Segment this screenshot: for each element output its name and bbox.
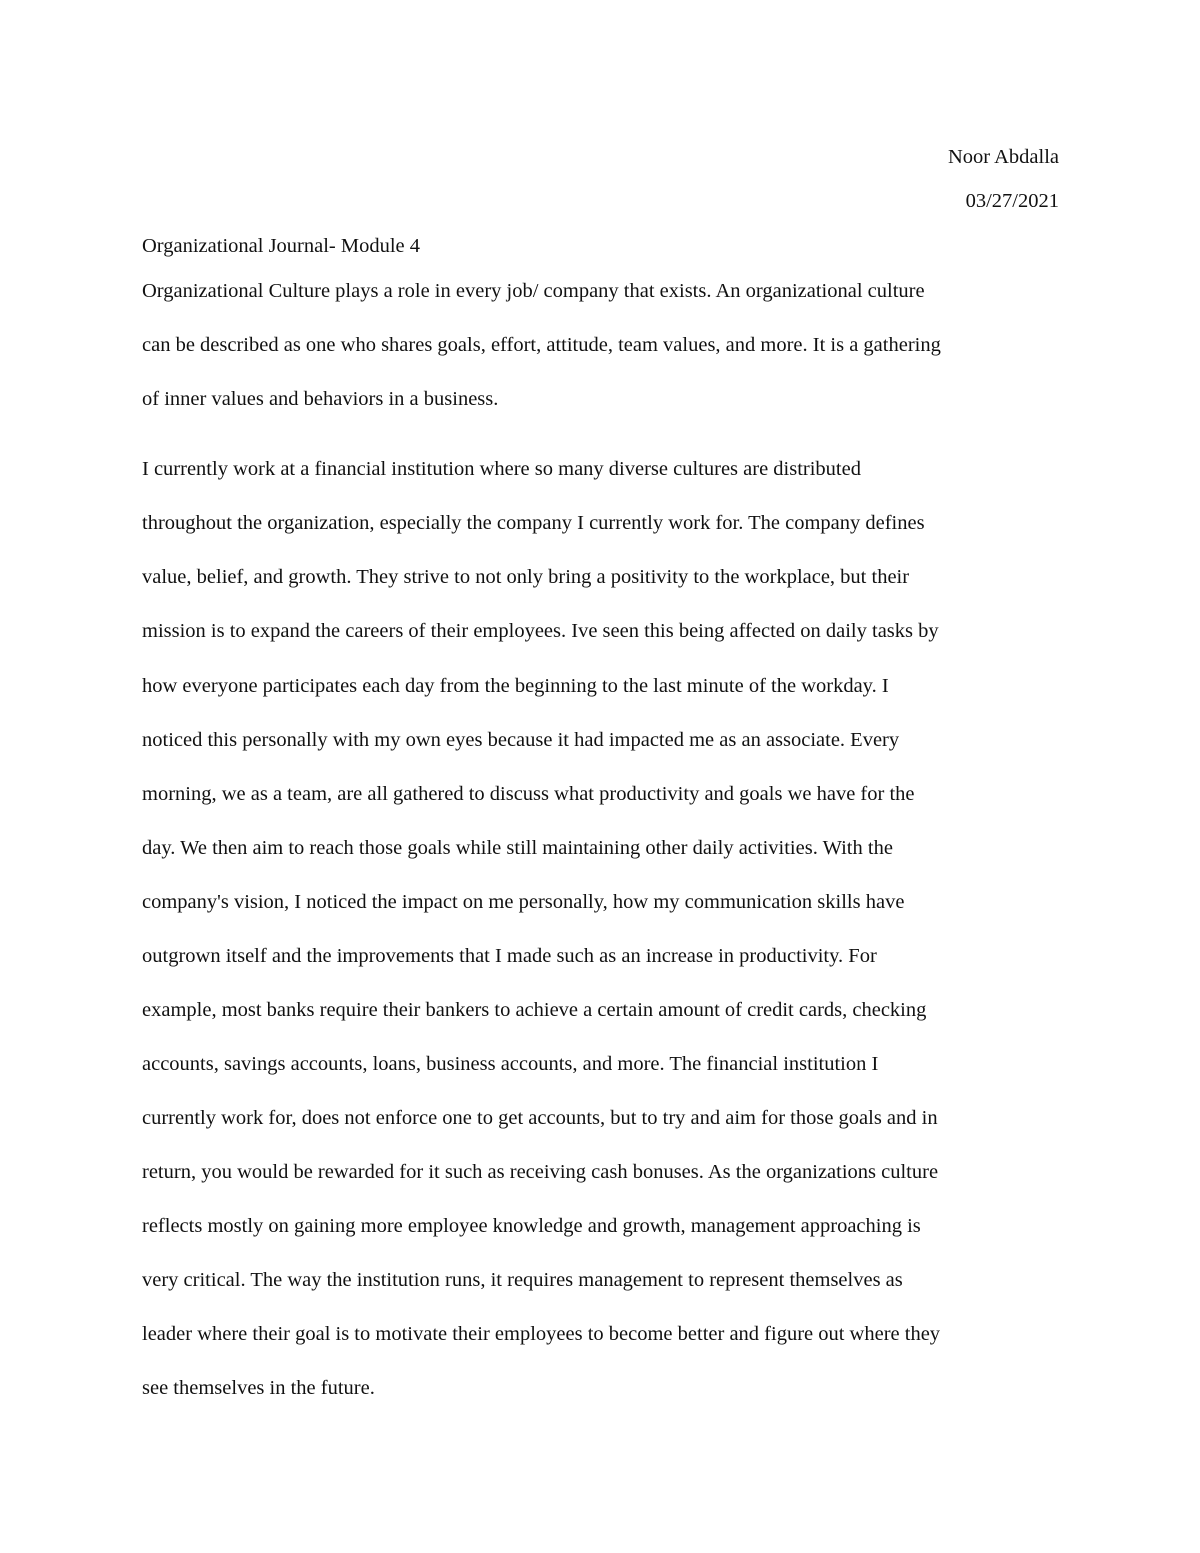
paragraph-line: very critical. The way the institution runs, it requires management to represent themselves as bbox=[142, 1269, 903, 1291]
paragraph-line: reflects mostly on gaining more employee knowledge and growth, management approaching is bbox=[142, 1215, 921, 1237]
paragraph-line: see themselves in the future. bbox=[142, 1377, 375, 1399]
paragraph-line: throughout the organization, especially the company I currently work for. The company defines bbox=[142, 512, 925, 534]
paragraph-line: currently work for, does not enforce one to get accounts, but to try and aim for those goals and in bbox=[142, 1107, 938, 1129]
paragraph-line: value, belief, and growth. They strive to not only bring a positivity to the workplace, but their bbox=[142, 566, 910, 588]
paragraph-line: example, most banks require their bankers to achieve a certain amount of credit cards, checking bbox=[142, 999, 927, 1021]
paragraph-line: of inner values and behaviors in a business. bbox=[142, 388, 499, 410]
paragraph-line: mission is to expand the careers of their employees. Ive seen this being affected on daily tasks by bbox=[142, 620, 939, 642]
author-name: Noor Abdalla bbox=[947, 146, 1059, 168]
paragraph-line: accounts, savings accounts, loans, business accounts, and more. The financial institution I bbox=[142, 1053, 879, 1075]
paragraph-line: noticed this personally with my own eyes because it had impacted me as an associate. Every bbox=[142, 729, 900, 751]
paragraph-line: can be described as one who shares goals, effort, attitude, team values, and more. It is a gathering bbox=[142, 334, 941, 356]
document-date: 03/27/2021 bbox=[965, 190, 1059, 212]
paragraph-line: leader where their goal is to motivate their employees to become better and figure out where they bbox=[142, 1323, 941, 1345]
paragraph-line: return, you would be rewarded for it such as receiving cash bonuses. As the organizations culture bbox=[142, 1161, 939, 1183]
paragraph-line: morning, we as a team, are all gathered to discuss what productivity and goals we have for the bbox=[142, 783, 915, 805]
paragraph-line: Organizational Culture plays a role in every job/ company that exists. An organizational culture bbox=[142, 280, 925, 302]
paragraph-line: outgrown itself and the improvements that I made such as an increase in productivity. For bbox=[142, 945, 877, 967]
paragraph-line: day. We then aim to reach those goals while still maintaining other daily activities. With the bbox=[142, 837, 893, 859]
paragraph-line: I currently work at a financial institution where so many diverse cultures are distributed bbox=[142, 458, 861, 480]
paragraph-line: how everyone participates each day from the beginning to the last minute of the workday. I bbox=[142, 675, 889, 697]
document-title: Organizational Journal- Module 4 bbox=[142, 235, 421, 257]
paragraph-line: company's vision, I noticed the impact on me personally, how my communication skills have bbox=[142, 891, 905, 913]
